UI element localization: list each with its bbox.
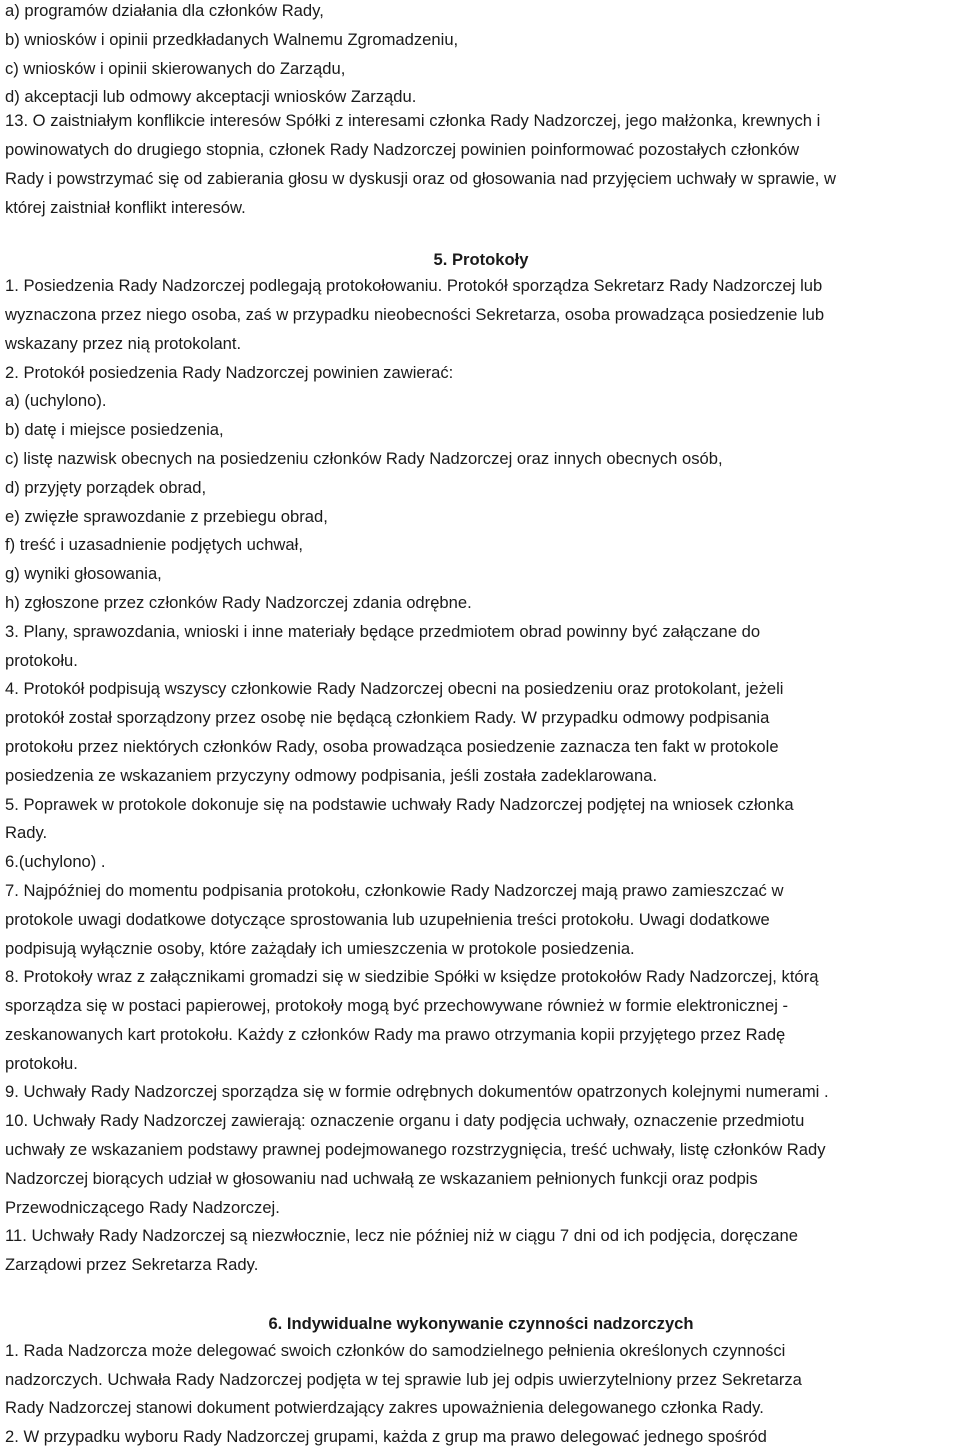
paragraph-line: 7. Najpóźniej do momentu podpisania protokołu, członkowie Rady Nadzorczej mają prawo zamieszczać w [5, 880, 784, 900]
paragraph-line: protokół został sporządzony przez osobę nie będącą członkiem Rady. W przypadku odmowy podpisania [5, 708, 770, 728]
paragraph-line: 13. O zaistniałym konflikcie interesów Spółki z interesami członka Rady Nadzorczej, jego małżonka, krewnych i [5, 111, 821, 131]
paragraph-line: Rady. [5, 823, 48, 843]
top-list [5, 0, 957, 112]
paragraph-line: d) przyjęty porządek obrad, [5, 477, 207, 497]
paragraph-line: 1. Rada Nadzorcza może delegować swoich członków do samodzielnego pełnienia określonych czynności [5, 1340, 786, 1360]
paragraph-line: 3. Plany, sprawozdania, wnioski i inne materiały będące przedmiotem obrad powinny być załączane do [5, 621, 761, 641]
paragraph-line: posiedzenia ze wskazaniem przyczyny odmowy podpisania, jeśli została zadeklarowana. [5, 765, 658, 785]
paragraph-13 [5, 107, 957, 222]
section-heading-protokoly: 5. Protokoły [433, 250, 529, 270]
paragraph-line: nadzorczych. Uchwała Rady Nadzorczej podjęta w tej sprawie lub jej odpis uwierzytelniony przez Sekretarza [5, 1369, 802, 1389]
paragraph-line: protokołu. [5, 650, 78, 670]
section-6-body [5, 1337, 957, 1452]
paragraph-line: h) zgłoszone przez członków Rady Nadzorczej zdania odrębne. [5, 592, 472, 612]
list-item: d) akceptacji lub odmowy akceptacji wniosków Zarządu. [5, 87, 417, 107]
list-item: b) wniosków i opinii przedkładanych Walnemu Zgromadzeniu, [5, 29, 459, 49]
paragraph-line: 1. Posiedzenia Rady Nadzorczej podlegają protokołowaniu. Protokół sporządza Sekretarz Rady Nadzorczej lub [5, 276, 823, 296]
list-item: c) wniosków i opinii skierowanych do Zarządu, [5, 58, 346, 78]
paragraph-line: Przewodniczącego Rady Nadzorczej. [5, 1197, 280, 1217]
paragraph-line: 6.(uchylono) . [5, 852, 106, 872]
paragraph-line: c) listę nazwisk obecnych na posiedzeniu członków Rady Nadzorczej oraz innych obecnych osób, [5, 448, 723, 468]
paragraph-line: 2. Protokół posiedzenia Rady Nadzorczej powinien zawierać: [5, 362, 454, 382]
paragraph-line: uchwały ze wskazaniem podstawy prawnej podejmowanego rozstrzygnięcia, treść uchwały, listę członków Rady [5, 1140, 826, 1160]
paragraph-line: wskazany przez nią protokolant. [5, 333, 242, 353]
paragraph-line: Rady Nadzorczej stanowi dokument potwierdzający zakres upoważnienia delegowanego członka Rady. [5, 1398, 764, 1418]
paragraph-line: g) wyniki głosowania, [5, 564, 162, 584]
paragraph-line: 10. Uchwały Rady Nadzorczej zawierają: oznaczenie organu i daty podjęcia uchwały, oznaczenie przedmiotu [5, 1111, 805, 1131]
section-5-body [5, 272, 957, 1280]
paragraph-line: f) treść i uzasadnienie podjętych uchwał, [5, 535, 303, 555]
paragraph-line: której zaistniał konflikt interesów. [5, 197, 246, 217]
paragraph-line: protokołu. [5, 1053, 78, 1073]
paragraph-line: e) zwięzłe sprawozdanie z przebiegu obrad, [5, 506, 328, 526]
paragraph-line: zeskanowanych kart protokołu. Każdy z członków Rady ma prawo otrzymania kopii przyjętego przez Radę [5, 1024, 786, 1044]
paragraph-line: powinowatych do drugiego stopnia, członek Rady Nadzorczej powinien poinformować pozostałych członków [5, 139, 800, 159]
paragraph-line: 9. Uchwały Rady Nadzorczej sporządza się w formie odrębnych dokumentów opatrzonych kolejnymi numerami . [5, 1082, 829, 1102]
paragraph-line: 11. Uchwały Rady Nadzorczej są niezwłocznie, lecz nie później niż w ciągu 7 dni od ich podjęcia, doręczane [5, 1226, 798, 1246]
paragraph-line: wyznaczona przez niego osoba, zaś w przypadku nieobecności Sekretarza, osoba prowadząca posiedzenie lub [5, 304, 825, 324]
paragraph-line: 4. Protokół podpisują wszyscy członkowie Rady Nadzorczej obecni na posiedzeniu oraz protokolant, jeżeli [5, 679, 784, 699]
paragraph-line: b) datę i miejsce posiedzenia, [5, 420, 224, 440]
paragraph-line: podpisują wyłącznie osoby, które zażądały ich umieszczenia w protokole posiedzenia. [5, 938, 635, 958]
section-heading-indywidualne: 6. Indywidualne wykonywanie czynności nadzorczych [268, 1314, 694, 1334]
paragraph-line: 8. Protokoły wraz z załącznikami gromadzi się w siedzibie Spółki w księdze protokołów Rady Nadzorczej, którą [5, 967, 819, 987]
paragraph-line: sporządza się w postaci papierowej, protokoły mogą być przechowywane również w formie elektronicznej - [5, 996, 789, 1016]
paragraph-line: 2. W przypadku wyboru Rady Nadzorczej grupami, każda z grup ma prawo delegować jednego spośród [5, 1427, 767, 1447]
paragraph-line: Zarządowi przez Sekretarza Rady. [5, 1255, 259, 1275]
paragraph-line: Rady i powstrzymać się od zabierania głosu w dyskusji oraz od głosowania nad przyjęciem uchwały w sprawie, w [5, 168, 836, 188]
list-item: a) programów działania dla członków Rady, [5, 1, 324, 20]
document-page [5, 0, 957, 1452]
paragraph-line: protokole uwagi dodatkowe dotyczące sprostowania lub uzupełnienia treści protokołu. Uwagi dodatkowe [5, 909, 770, 929]
paragraph-line: protokołu przez niektórych członków Rady, osoba prowadząca posiedzenie zaznacza ten fakt w protokole [5, 736, 779, 756]
paragraph-line: a) (uchylono). [5, 391, 107, 411]
paragraph-line: 5. Poprawek w protokole dokonuje się na podstawie uchwały Rady Nadzorczej podjętej na wniosek członka [5, 794, 794, 814]
paragraph-line: Nadzorczej biorących udział w głosowaniu nad uchwałą ze wskazaniem pełnionych funkcji oraz podpis [5, 1168, 758, 1188]
